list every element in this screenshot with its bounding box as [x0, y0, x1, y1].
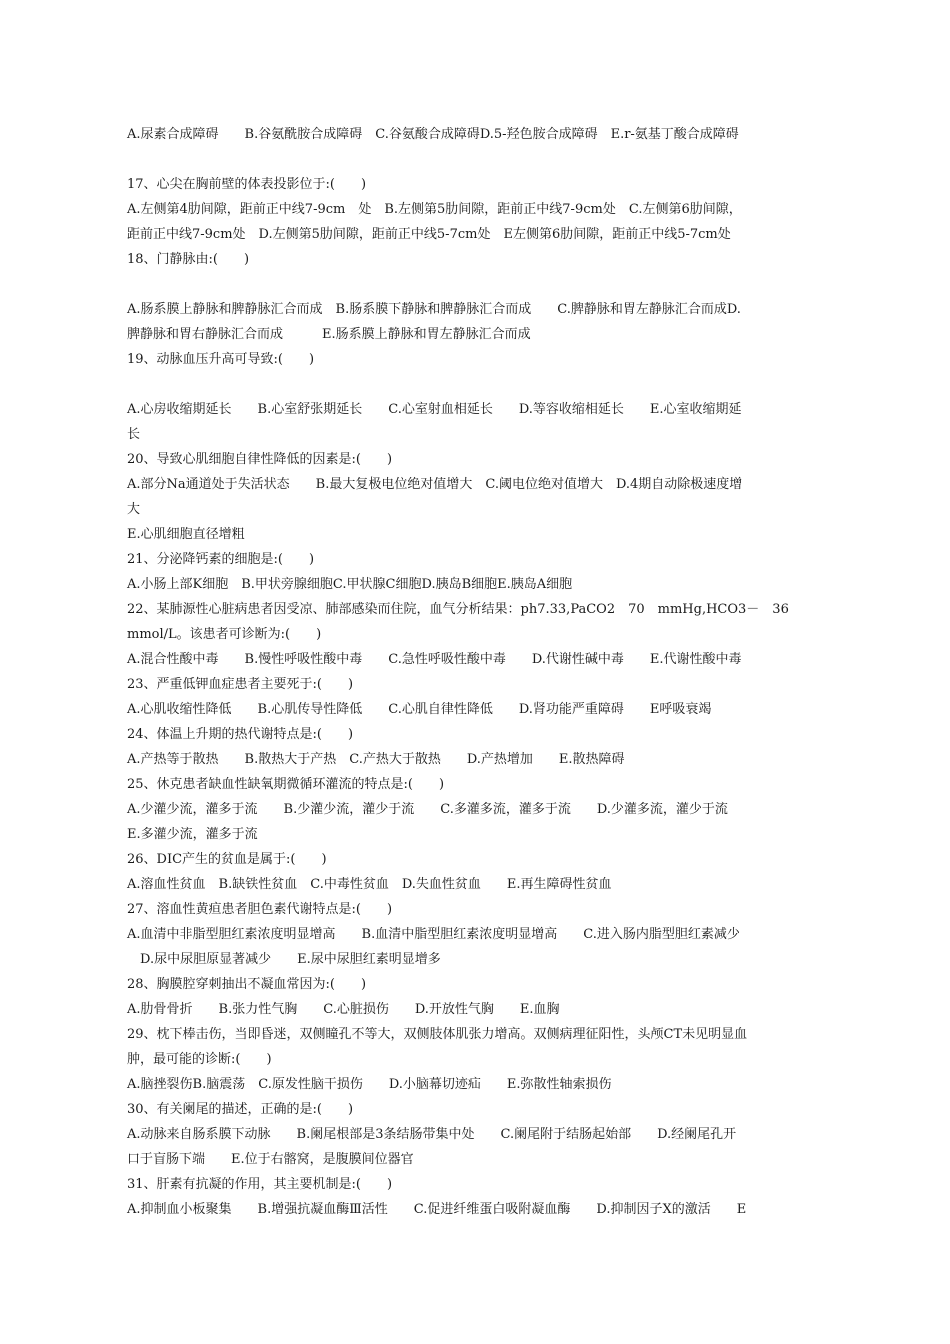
- question-28: 28、胸膜腔穿刺抽出不凝血常因为:( ): [127, 977, 367, 992]
- text-line: A.混合性酸中毒 B.慢性呼吸性酸中毒 C.急性呼吸性酸中毒 D.代谢性碱中毒 E.代谢性酸中毒: [127, 652, 742, 667]
- text-line: A.小肠上部K细胞 B.甲状旁腺细胞C.甲状腺C细胞D.胰岛B细胞E.胰岛A细胞: [127, 577, 573, 592]
- text-line: A.心房收缩期延长 B.心室舒张期延长 C.心室射血相延长 D.等容收缩相延长 E.心室收缩期延: [127, 402, 742, 417]
- question-30: 30、有关阑尾的描述，正确的是:( ): [127, 1102, 354, 1117]
- text-line: 脾静脉和胃右静脉汇合而成 E.肠系膜上静脉和胃左静脉汇合而成: [127, 327, 531, 342]
- document-page: [127, 122, 817, 1222]
- question-25: 25、休克患者缺血性缺氧期微循环灌流的特点是:( ): [127, 777, 445, 792]
- text-line: A.少灌少流，灌多于流 B.少灌少流，灌少于流 C.多灌多流，灌多于流 D.少灌多流，灌少于流: [127, 802, 728, 817]
- text-line: 距前正中线7-9cm处 D.左侧第5肋间隙，距前正中线5-7cm处 E左侧第6肋间隙，距前正中线5-7cm处: [127, 227, 731, 242]
- blank-line: [127, 147, 817, 172]
- text-line: D.尿中尿胆原显著减少 E.尿中尿胆红素明显增多: [127, 952, 441, 967]
- text-line: A.尿素合成障碍 B.谷氨酰胺合成障碍 C.谷氨酸合成障碍D.5-羟色胺合成障碍 E.r-氨基丁酸合成障碍: [127, 127, 739, 142]
- text-line: A.部分Na通道处于失活状态 B.最大复极电位绝对值增大 C.阈电位绝对值增大 D.4期自动除极速度增: [127, 477, 743, 492]
- question-26: 26、DIC产生的贫血是属于:( ): [127, 852, 327, 867]
- text-line: E.多灌少流，灌多于流: [127, 827, 258, 842]
- text-line: A.动脉来自肠系膜下动脉 B.阑尾根部是3条结肠带集中处 C.阑尾附于结肠起始部 D.经阑尾孔开: [127, 1127, 737, 1142]
- question-22: 22、某肺源性心脏病患者因受凉、肺部感染而住院，血气分析结果：ph7.33,PaCO2 70 mmHg,HCO3－ 36: [127, 602, 789, 617]
- text-line: A.脑挫裂伤B.脑震荡 C.原发性脑干损伤 D.小脑幕切迹疝 E.弥散性轴索损伤: [127, 1077, 612, 1092]
- question-29: 29、枕下棒击伤，当即昏迷，双侧瞳孔不等大，双侧肢体肌张力增高。双侧病理征阳性，头颅CT未见明显血: [127, 1027, 748, 1042]
- text-line: mmol/L。该患者可诊断为:( ): [127, 627, 322, 642]
- text-line: 长: [127, 427, 141, 442]
- question-20: 20、导致心肌细胞自律性降低的因素是:( ): [127, 452, 393, 467]
- question-23: 23、严重低钾血症患者主要死于:( ): [127, 677, 354, 692]
- text-line: A.心肌收缩性降低 B.心肌传导性降低 C.心肌自律性降低 D.肾功能严重障碍 E呼吸衰竭: [127, 702, 712, 717]
- text-line: 口于盲肠下端 E.位于右髂窝，是腹膜间位器官: [127, 1152, 414, 1167]
- question-24: 24、体温上升期的热代谢特点是:( ): [127, 727, 354, 742]
- text-line: A.肋骨骨折 B.张力性气胸 C.心脏损伤 D.开放性气胸 E.血胸: [127, 1002, 560, 1017]
- question-27: 27、溶血性黄疸患者胆色素代谢特点是:( ): [127, 902, 393, 917]
- text-line: 大: [127, 502, 141, 517]
- text-line: A.产热等于散热 B.散热大于产热 C.产热大于散热 D.产热增加 E.散热障碍: [127, 752, 625, 767]
- question-17: 17、心尖在胸前壁的体表投影位于:( ): [127, 177, 367, 192]
- text-line: 肿，最可能的诊断:( ): [127, 1052, 272, 1067]
- blank-line: [127, 372, 817, 397]
- text-line: A.抑制血小板聚集 B.增强抗凝血酶Ⅲ活性 C.促进纤维蛋白吸附凝血酶 D.抑制因子X的激活 E: [127, 1202, 747, 1217]
- text-line: A.肠系膜上静脉和脾静脉汇合而成 B.肠系膜下静脉和脾静脉汇合而成 C.脾静脉和胃左静脉汇合而成D.: [127, 302, 741, 317]
- question-21: 21、分泌降钙素的细胞是:( ): [127, 552, 315, 567]
- question-31: 31、肝素有抗凝的作用，其主要机制是:( ): [127, 1177, 393, 1192]
- question-18: 18、门静脉由:( ): [127, 252, 250, 267]
- text-line: A.左侧第4肋间隙，距前正中线7-9cm 处 B.左侧第5肋间隙，距前正中线7-9cm处 C.左侧第6肋间隙，: [127, 202, 742, 217]
- text-line: E.心肌细胞直径增粗: [127, 527, 245, 542]
- question-19: 19、动脉血压升高可导致:( ): [127, 352, 315, 367]
- blank-line: [127, 272, 817, 297]
- text-line: A.溶血性贫血 B.缺铁性贫血 C.中毒性贫血 D.失血性贫血 E.再生障碍性贫血: [127, 877, 612, 892]
- text-line: A.血清中非脂型胆红素浓度明显增高 B.血清中脂型胆红素浓度明显增高 C.进入肠内脂型胆红素减少: [127, 927, 740, 942]
